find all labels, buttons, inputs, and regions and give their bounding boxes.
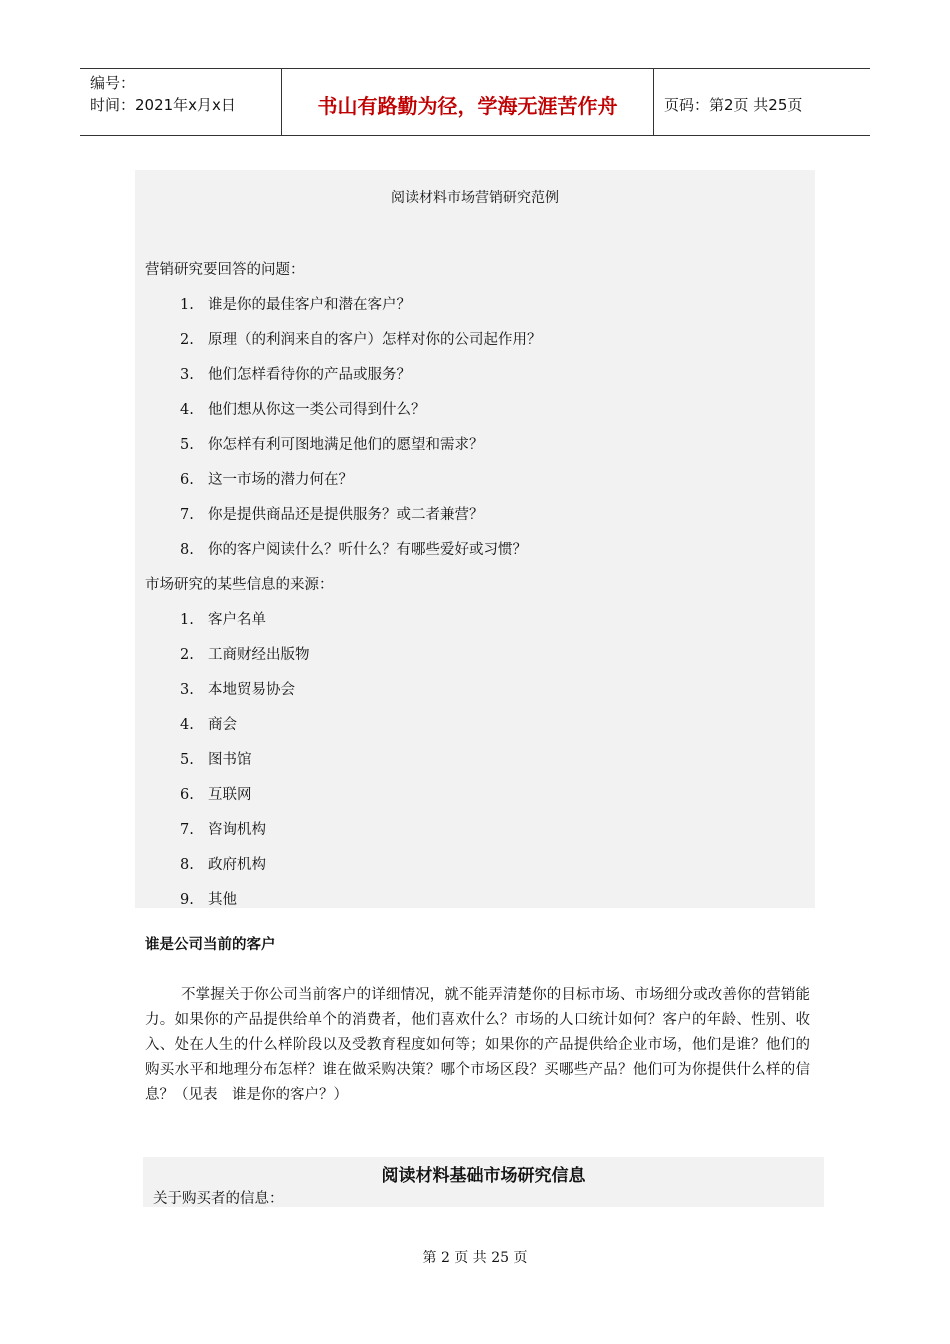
research-example-box (135, 170, 815, 908)
list-item-number: 7. (180, 822, 194, 838)
section-title: 阅读材料市场营销研究范例 (391, 190, 559, 206)
list-item-text: 原理（的利润来自的客户）怎样对你的公司起作用？ (208, 332, 542, 348)
source-item (180, 748, 252, 769)
list-item-number: 9. (180, 892, 194, 908)
header-table (80, 68, 870, 136)
question-item (180, 468, 353, 489)
question-item (180, 398, 426, 419)
list-item-number: 1. (180, 612, 194, 628)
source-item (180, 608, 266, 629)
buyer-info-heading: 关于购买者的信息： (153, 1191, 284, 1207)
list-item-text: 他们怎样看待你的产品或服务？ (208, 367, 411, 383)
time-label: 时间：2021年x月x日 (90, 96, 236, 114)
list-item-number: 3. (180, 367, 194, 383)
basic-research-title: 阅读材料基础市场研究信息 (381, 1166, 586, 1186)
list-item-text: 谁是你的最佳客户和潜在客户？ (208, 297, 411, 313)
list-item-text: 工商财经出版物 (208, 647, 310, 663)
header-page-info: 页码：第2页 共25页 (664, 95, 803, 114)
list-item-number: 2. (180, 332, 194, 348)
question-item (180, 328, 542, 349)
list-item-number: 8. (180, 542, 194, 558)
list-item-text: 图书馆 (208, 752, 252, 768)
list-item-number: 3. (180, 682, 194, 698)
question-item (180, 538, 527, 559)
list-item-number: 1. (180, 297, 194, 313)
header-meta-cell (80, 69, 282, 135)
sources-heading: 市场研究的某些信息的来源： (145, 577, 334, 593)
list-item-text: 客户名单 (208, 612, 266, 628)
list-item-text: 互联网 (208, 787, 252, 803)
list-item-number: 5. (180, 437, 194, 453)
question-item (180, 293, 411, 314)
source-item (180, 678, 295, 699)
list-item-number: 7. (180, 507, 194, 523)
questions-heading: 营销研究要回答的问题： (145, 262, 305, 278)
list-item-number: 4. (180, 717, 194, 733)
current-customers-heading: 谁是公司当前的客户 (145, 936, 276, 953)
question-item (180, 503, 484, 524)
list-item-text: 其他 (208, 892, 237, 908)
current-customers-paragraph: 不掌握关于你公司当前客户的详细情况，就不能弄清楚你的目标市场、市场细分或改善你的营销能力。如果你的产品提供给单个的消费者，他们喜欢什么？市场的人口统计如何？客户的年龄、性别、收入、处在人生的什么样阶段以及受教育程度如何等；如果你的产品提供给企业市场，他们是谁？他们的购买水平和地理分布怎样？谁在做采购决策？哪个市场区段？买哪些产品？他们可为你提供什么样的信息？（见表 谁是你的客户？） (145, 987, 810, 1103)
list-item-text: 本地贸易协会 (208, 682, 295, 698)
source-item (180, 643, 310, 664)
source-item (180, 783, 252, 804)
list-item-text: 你的客户阅读什么？听什么？有哪些爱好或习惯？ (208, 542, 527, 558)
list-item-text: 你怎样有利可图地满足他们的愿望和需求？ (208, 437, 484, 453)
page-footer: 第 2 页 共 25 页 (422, 1250, 528, 1266)
question-item (180, 363, 411, 384)
list-item-text: 商会 (208, 717, 237, 733)
question-item (180, 433, 484, 454)
source-item (180, 818, 266, 839)
number-label: 编号： (90, 74, 136, 92)
source-item (180, 888, 237, 909)
list-item-number: 8. (180, 857, 194, 873)
list-item-text: 你是提供商品还是提供服务？或二者兼营？ (208, 507, 484, 523)
list-item-number: 6. (180, 787, 194, 803)
list-item-number: 5. (180, 752, 194, 768)
list-item-text: 这一市场的潜力何在？ (208, 472, 353, 488)
basic-research-box (143, 1157, 824, 1207)
header-motto: 书山有路勤为径，学海无涯苦作舟 (282, 69, 654, 135)
list-item-text: 他们想从你这一类公司得到什么？ (208, 402, 426, 418)
list-item-number: 6. (180, 472, 194, 488)
list-item-text: 咨询机构 (208, 822, 266, 838)
list-item-number: 4. (180, 402, 194, 418)
source-item (180, 713, 237, 734)
list-item-text: 政府机构 (208, 857, 266, 873)
source-item (180, 853, 266, 874)
list-item-number: 2. (180, 647, 194, 663)
